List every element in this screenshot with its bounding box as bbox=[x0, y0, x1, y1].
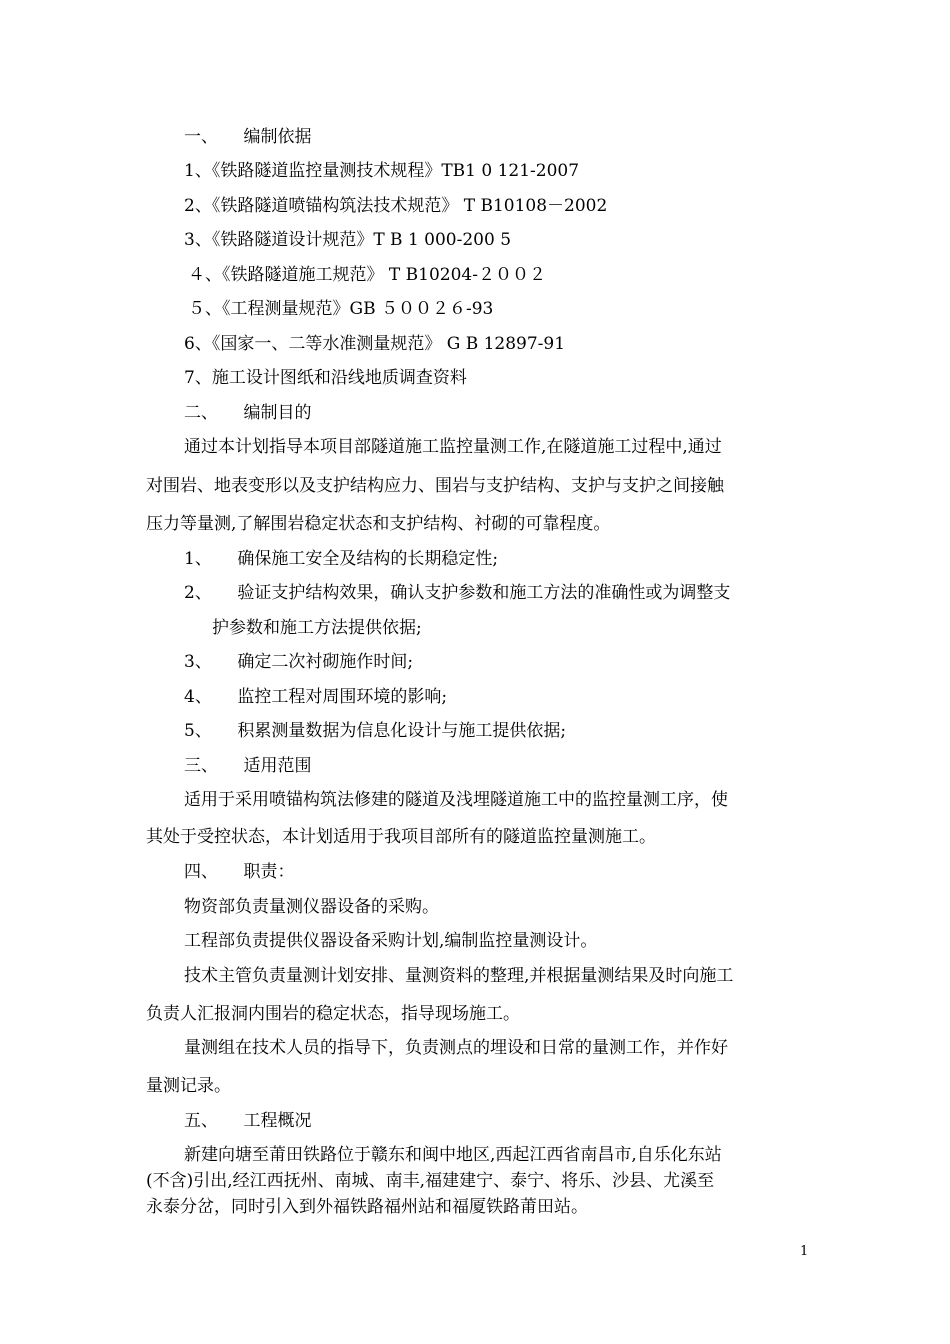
heading-scope: 三、 适用范围 bbox=[184, 756, 312, 776]
paragraph-line: 量测记录。 bbox=[146, 1076, 231, 1096]
heading-basis: 一、 编制依据 bbox=[184, 127, 312, 147]
heading-purpose: 二、 编制目的 bbox=[184, 403, 312, 423]
basis-item-4: ４、《铁路隧道施工规范》 T B10204-２００２ bbox=[188, 265, 546, 285]
purpose-item-2-continued: 护参数和施工方法提供依据; bbox=[212, 618, 422, 638]
paragraph-line: 负责人汇报洞内围岩的稳定状态，指导现场施工。 bbox=[146, 1004, 520, 1024]
paragraph-line: 工程部负责提供仪器设备采购计划,编制监控量测设计。 bbox=[184, 931, 598, 951]
purpose-item-5: 5、 积累测量数据为信息化设计与施工提供依据; bbox=[184, 721, 567, 741]
basis-item-1: 1、《铁路隧道监控量测技术规程》TB1 0 121-2007 bbox=[184, 161, 580, 181]
paragraph-line: 适用于采用喷锚构筑法修建的隧道及浅埋隧道施工中的监控量测工序，使 bbox=[184, 790, 728, 810]
paragraph-line: 对围岩、地表变形以及支护结构应力、围岩与支护结构、支护与支护之间接触 bbox=[146, 476, 724, 496]
paragraph-line: 压力等量测,了解围岩稳定状态和支护结构、衬砌的可靠程度。 bbox=[146, 514, 611, 534]
paragraph-line: 物资部负责量测仪器设备的采购。 bbox=[184, 897, 439, 917]
paragraph-line: (不含)引出,经江西抚州、南城、南丰,福建建宁、泰宁、将乐、沙县、尤溪至 bbox=[146, 1171, 715, 1191]
basis-item-7: 7、施工设计图纸和沿线地质调查资料 bbox=[184, 368, 467, 388]
basis-item-5: ５、《工程测量规范》GB ５００２６-93 bbox=[188, 299, 494, 319]
purpose-item-1: 1、 确保施工安全及结构的长期稳定性; bbox=[184, 549, 499, 569]
purpose-item-2: 2、 验证支护结构效果，确认支护参数和施工方法的准确性或为调整支 bbox=[184, 583, 731, 603]
paragraph-line: 其处于受控状态，本计划适用于我项目部所有的隧道监控量测施工。 bbox=[146, 827, 656, 847]
paragraph-line: 永泰分岔，同时引入到外福铁路福州站和福厦铁路莆田站。 bbox=[146, 1197, 588, 1217]
purpose-item-4: 4、 监控工程对周围环境的影响; bbox=[184, 687, 448, 707]
basis-item-6: 6、《国家一、二等水准测量规范》 G B 12897-91 bbox=[184, 334, 566, 354]
basis-item-3: 3、《铁路隧道设计规范》T B 1 000-200 5 bbox=[184, 230, 512, 250]
paragraph-line: 通过本计划指导本项目部隧道施工监控量测工作,在隧道施工过程中,通过 bbox=[184, 437, 722, 457]
purpose-item-3: 3、 确定二次衬砌施作时间; bbox=[184, 652, 414, 672]
heading-duties: 四、 职责： bbox=[184, 862, 295, 882]
paragraph-line: 新建向塘至莆田铁路位于赣东和闽中地区,西起江西省南昌市,自乐化东站 bbox=[184, 1145, 722, 1165]
paragraph-line: 技术主管负责量测计划安排、量测资料的整理,并根据量测结果及时向施工 bbox=[184, 966, 734, 986]
page-number: 1 bbox=[800, 1244, 809, 1259]
paragraph-line: 量测组在技术人员的指导下，负责测点的埋设和日常的量测工作，并作好 bbox=[184, 1038, 728, 1058]
heading-overview: 五、 工程概况 bbox=[184, 1111, 312, 1131]
basis-item-2: 2、《铁路隧道喷锚构筑法技术规范》 T B10108－2002 bbox=[184, 196, 608, 216]
